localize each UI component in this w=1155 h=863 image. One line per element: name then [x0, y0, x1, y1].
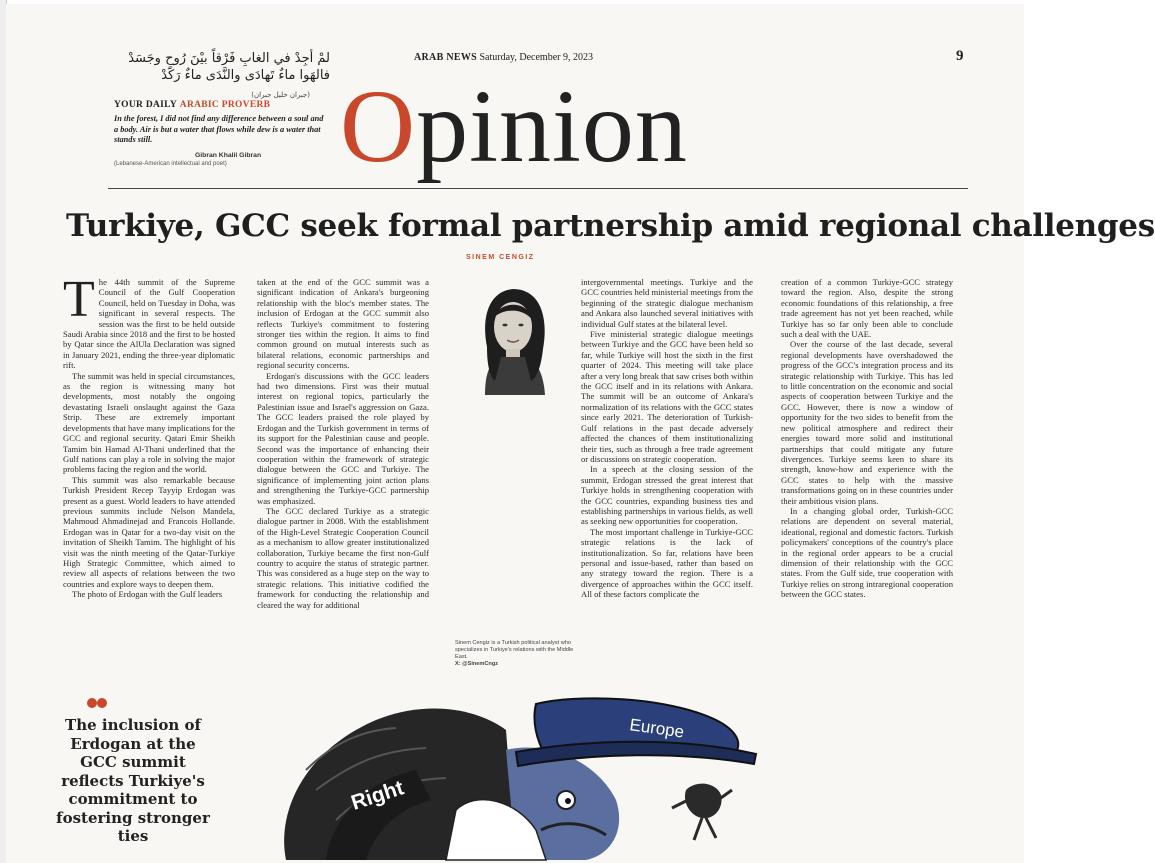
paragraph: creation of a common Turkiye-GCC strategy toward the region. Also, despite the strong economic foundations of this relationship, a free trade agreement has not yet been reached, while Turkiye has so far only been able to conclude such a deal with the UAE. [781, 277, 953, 340]
article-column-4 [781, 277, 953, 682]
pull-quote: The inclusion of Erdogan at the GCC summit reflects Turkiye's commitment to fostering stronger ties [56, 716, 210, 845]
arabic-line-2: فالهَوا ماءٌ تَهادَى والنَّدَى ماءٌ رَكَدْ [161, 68, 330, 83]
paragraph: The photo of Erdogan with the Gulf leaders [72, 589, 223, 600]
article-column-1 [63, 271, 235, 682]
paper-name: ARAB NEWS [414, 52, 477, 63]
proverb-english: In the forest, I did not find any difference between a soul and a body. Air is but a water that flows while dew is a water that stands still. [114, 114, 324, 144]
article-column-2 [257, 277, 429, 682]
paragraph: The summit was held in special circumstances, as the region is witnessing many hot developments, most notably the ongoing devastating Israeli onslaught against the Gaza Strip. These are extremely important developments that have many implications for the GCC and regional security. Qatari Emir Sheikh Tamim bin Hamad Al-Thani underlined that the Gulf nations can play a role in solving the major problems facing the region and the world. [63, 370, 235, 475]
article-headline: Turkiye, GCC seek formal partnership amid regional challenges [66, 208, 1155, 244]
article-byline: SINEM CENGIZ [466, 254, 535, 261]
arabic-attribution: (جبران خليل جبران) [251, 91, 310, 99]
proverb-author: Gibran Khalil Gibran [195, 152, 262, 159]
paragraph-text: he 44th summit of the Supreme Council of the Gulf Cooperation Council, held on Tuesday in Doha, was significant in several respects. The session was the first to be held outside Saudi Arabia since 2018 and the first to be hosted by Qatar since the AlUla Declaration was signed in January 2021, ending the three-year diplomatic rift. [63, 277, 235, 371]
section-title-initial: O [340, 69, 417, 184]
paragraph: intergovernmental meetings. Turkiye and the GCC countries held ministerial meetings from the beginning of the strategic dialogue mechanism and Ankara also launched several initiatives with individual Gulf states at the bilateral level. [581, 277, 753, 329]
author-bio: Sinem Cengiz is a Turkish political analyst who specializes in Turkiye's relations with the Middle East. [455, 640, 574, 660]
proverb-label-accent: ARABIC PROVERB [179, 100, 271, 110]
paragraph: In a changing global order, Turkish-GCC relations are dependent on several material, ideational, regional and domestic factors. Turkish policymakers' conceptions of the country's place in the regional order appears to be a crucial dimension of their relationship with the GCC states. From the Gulf side, true cooperation with Turkiye relies on strong intraregional cooperation between the GCC states. [781, 505, 953, 600]
arabic-line-1: لمْ أجِدْ في الغابِ فَرْقاً بيْنَ رُوحٍ وجَسَدْ [128, 51, 330, 66]
paragraph: taken at the end of the GCC summit was a significant indication of Ankara's burgeoning relationship with the bloc's member states. The inclusion of Erdogan at the GCC summit also reflects Turkiye's commitment to fostering stronger ties within the region. It aims to find common ground on mutual interests such as bilateral relations, economic partnerships and regional security concerns. [257, 277, 429, 371]
paragraph: The GCC declared Turkiye as a strategic dialogue partner in 2008. With the establishment of the High-Level Strategic Cooperation Council as a mechanism to allow greater institutionalized collaboration, Turkiye became the first non-Gulf country to acquire the status of strategic partner. This was considered as a huge step on the way to strategic relations. This initiative codified the framework for conducting the relationship and cleared the way for additional [257, 505, 429, 610]
paragraph: Erdogan's discussions with the GCC leaders had two dimensions. First was their mutual interest on regional topics, particularly the Palestinian issue and Israel's aggression on Gaza. The GCC leaders praised the role played by Erdogan and the Turkish government in terms of its support for the Palestinian cause and people. Second was the importance of enhancing their cooperation within the framework of strategic dialogue between the GCC and Turkiye. The significance of implementing joint action plans and strengthening the Turkiye-GCC partnership was emphasized. [257, 370, 429, 506]
quote-marks-icon [86, 696, 108, 710]
drop-cap: T [63, 271, 95, 328]
paragraph: Over the course of the last decade, several regional developments have overshadowed the progress of the GCC's integration process and its strategic relationship with Turkiye. This has led to little concentration on the economic and social aspects of cooperation between Turkiye and the GCC. However, there is now a window of opportunity for the two sides to benefit from the new political atmosphere and redirect their energies toward more solid and institutional partnerships that could mitigate any future divergences. Turkiye seems keen to share its strength, know-how and experience with the GCC states to help with the massive transformations going on in these countries under their ambitious vision plans. [781, 339, 953, 506]
author-handle: X: @SinemCngz [455, 661, 499, 667]
paragraph: In a speech at the closing session of the summit, Erdogan stressed the great interest that Turkiye holds in strengthening cooperation with the GCC countries, expanding business ties and establishing partnerships in various fields, as well as seeking new opportunities for cooperation. [581, 464, 753, 527]
author-photo [455, 277, 571, 397]
author-caption [455, 640, 575, 668]
page-number: 9 [956, 48, 964, 64]
author-portrait-icon [455, 277, 571, 397]
paragraph: The most important challenge in Turkiye-GCC strategic relations is the lack of institutionalization. So far, relations have been personal and issue-based, rather than based on any strategy toward the region. There is a divergence of approaches within the GCC itself. All of these factors complicate the [581, 526, 753, 600]
proverb-author-note: (Lebanese-American intellectual and poet) [114, 161, 227, 167]
masthead [414, 52, 593, 63]
arabic-proverb [116, 50, 330, 84]
header-rule [108, 188, 968, 189]
issue-date: Saturday, December 9, 2023 [479, 52, 593, 63]
section-title-rest: pinion [416, 69, 688, 184]
article-column-3 [581, 277, 753, 682]
paragraph [63, 271, 235, 371]
cartoon-hat-label: Europe [628, 715, 686, 742]
paragraph: This summit was also remarkable because Turkish President Recep Tayyip Erdogan was present as a guest. World leaders to have attended previous summits include Nelson Mandela, Mahmoud Ahmadinejad and Francois Hollande. Erdogan was in Qatar for a two-day visit on the invitation of Sheikh Tamim. The highlight of his visit was the ninth meeting of the Qatar-Turkiye High Strategic Committee, which aimed to review all aspects of relations between the two countries and explore ways to deepen them. [63, 474, 235, 589]
section-title [340, 69, 688, 184]
cartoon-arm-label: Right [348, 776, 407, 815]
proverb-label [114, 100, 270, 110]
editorial-cartoon [216, 690, 776, 860]
proverb-label-prefix: YOUR DAILY [114, 100, 178, 110]
paragraph: Five ministerial strategic dialogue meetings between Turkiye and the GCC have been held so far, while Turkiye will host the sixth in the first quarter of 2024. This meeting will take place after a very long break that saw crises both within the GCC itself and in its relations with Ankara. The summit will be an outcome of Ankara's normalization of its relations with the GCC states since early 2021. The deterioration of Turkish-Gulf relations in the past decade adversely affected the chances of them institutionalizing their ties, such as through a free trade agreement or discussions on strategic cooperation. [581, 329, 753, 464]
